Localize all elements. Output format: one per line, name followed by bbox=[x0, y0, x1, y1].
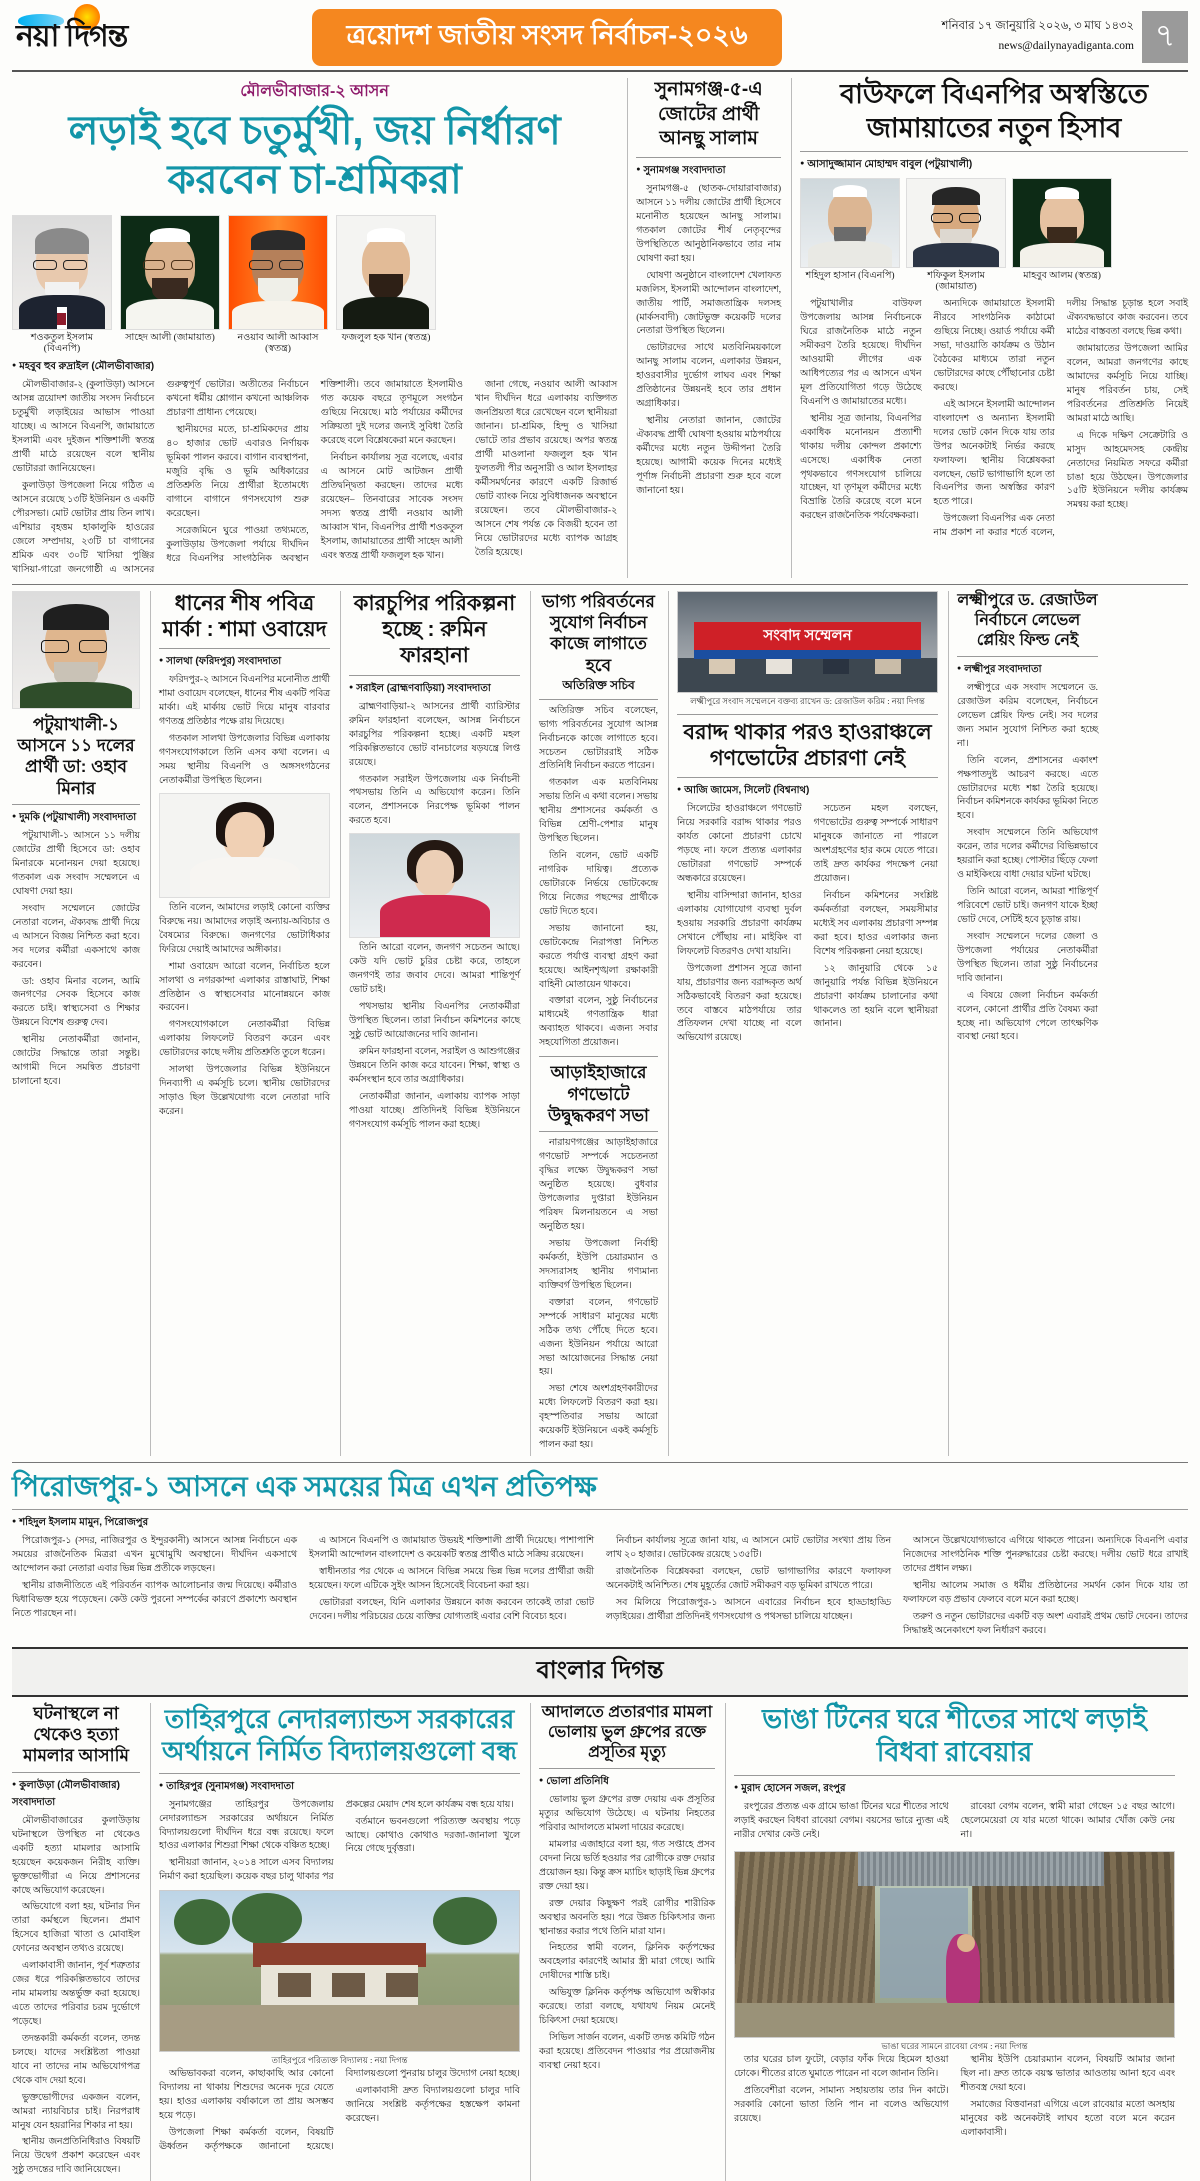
paragraph: স্থানীয় নেতাকর্মীরা জানান, জোটের সিদ্ধান্তে তারা সন্তুষ্ট। আগামী দিনে সমন্বিত প্রচারণা চালানো হবে। bbox=[12, 1035, 140, 1088]
lakshmipur-story bbox=[948, 591, 1098, 1457]
rumin-story bbox=[340, 591, 520, 1457]
paragraph: অন্যদিকে জামায়াতে ইসলামী নীরবে সাংগঠনিক কাঠামো গুছিয়ে নিচ্ছে। ওয়ার্ড পর্যায়ে কর্মী সভা, দাওয়াতি কার্যক্রম ও উঠান বৈঠকের মাধ্যমে তারা নতুন ভোটারদের কাছে পৌঁছানোর চেষ্টা করছে। bbox=[933, 299, 1055, 393]
paragraph: তিনি বলেন, আমাদের লড়াই কোনো ব্যক্তির বিরুদ্ধে নয়। আমাদের লড়াই অন্যায়-অবিচার ও বৈষম্যের বিরুদ্ধে। জনগণের ভোটাধিকার ফিরিয়ে দেয়াই আমাদের অঙ্গীকার। bbox=[159, 902, 330, 955]
patuakhali-byline: ● দুমকি (পটুয়াখালী) সংবাদদাতা bbox=[12, 810, 140, 827]
paragraph: গতকাল সরাইল উপজেলায় এক নির্বাচনী পথসভায় তিনি এ অভিযোগ করেন। তিনি বলেন, প্রশাসনকে নিরপেক্ষ ভূমিকা পালন করতে হবে। bbox=[349, 774, 520, 827]
bauphal-photo: শহিদুল হাসান (বিএনপি) bbox=[800, 178, 900, 294]
candidate-photo bbox=[336, 215, 436, 356]
paragraph: সংবাদ সম্মেলনে তিনি অভিযোগ করেন, তার দলের কর্মীদের বিভিন্নভাবে হয়রানি করা হচ্ছে। পোস্টার ছিঁড়ে ফেলা ও মাইকিংয়ে বাধা দেয়ার ঘটনা ঘটছে। bbox=[957, 828, 1098, 881]
candidate-caption: শওকতুল ইসলাম (বিএনপি) bbox=[30, 332, 94, 354]
paragraph: নির্বাচন কার্যালয় সূত্রে জানা যায়, এ আসনে মোট ভোটার সংখ্যা প্রায় তিন লাখ ২০ হাজার। ভোটকেন্দ্র রয়েছে ১৩৫টি। bbox=[606, 1536, 891, 1560]
paragraph: সভা শেষে অংশগ্রহণকারীদের মধ্যে লিফলেট বিতরণ করা হয়। বৃহস্পতিবার সভায় আরো কয়েকটি ইউনিয়নে একই কর্মসূচি পালন করা হয়। bbox=[539, 1384, 658, 1451]
paragraph: সুনামগঞ্জ-৫ (ছাতক-দোয়ারাবাজার) আসনে ১১ দলীয় জোটের প্রার্থী হিসেবে মনোনীত হয়েছেন আনছু সালাম। গতকাল জোটের শীর্ষ নেতৃবৃন্দের উপস্থিতিতে আনুষ্ঠানিকভাবে তার নাম ঘোষণা করা হয়। bbox=[636, 184, 782, 264]
bottom-story-4 bbox=[725, 1703, 1175, 2181]
paragraph: স্থানীয় আলেম সমাজ ও ধর্মীয় প্রতিষ্ঠানের সমর্থন কোন দিকে যায় তা ফলাফলে বড় প্রভাব ফেলবে বলে মনে করা হচ্ছে। bbox=[903, 1580, 1188, 1605]
paragraph: ভোটারদের সাথে মতবিনিময়কালে আনছু সালাম বলেন, এলাকার উন্নয়ন, হাওরবাসীর দুর্ভোগ লাঘব এবং শিক্ষা প্রতিষ্ঠানের উন্নয়নই হবে তার প্রধান অগ্রাধিকার। bbox=[636, 343, 782, 410]
candidate-portrait bbox=[120, 215, 220, 330]
paragraph: তার ঘরের চাল ফুটো, বেড়ার ফাঁক দিয়ে হিমেল হাওয়া ঢোকে। শীতের রাতে ঘুমাতে পারেন না বলে জানান তিনি। bbox=[734, 2054, 949, 2079]
lead-headline[interactable]: লড়াই হবে চতুর্মুখী, জয় নির্ধারণ করবেন চা-শ্রমিকরা bbox=[68, 109, 561, 202]
shama-byline: ● সালথা (ফরিদপুর) সংবাদদাতা bbox=[159, 654, 330, 671]
paragraph: ফরিদপুর-২ আসনে বিএনপির মনোনীত প্রার্থী শামা ওবায়েদ বলেছেন, ধানের শীষ একটি পবিত্র মার্কা। এই মার্কায় ভোট দিয়ে মানুষ বারবার গণতন্ত্র প্রতিষ্ঠার পক্ষে রায় দিয়েছে। bbox=[159, 675, 330, 728]
candidate-portrait bbox=[12, 215, 112, 330]
paragraph: সংবাদ সম্মেলনে জোটের নেতারা বলেন, ঐক্যবদ্ধ প্রার্থী দিয়ে এ আসনে বিজয় নিশ্চিত করা হবে। সব দলের কর্মীরা একসাথে কাজ করবেন। bbox=[12, 903, 140, 970]
bauphal-photo: মাহবুব আলম (স্বতন্ত্র) bbox=[1012, 178, 1112, 294]
press-banner-text: সংবাদ সম্মেলন bbox=[694, 622, 922, 651]
patuakhali-headline[interactable]: পটুয়াখালী-১ আসনে ১১ দলের প্রার্থী ডা: ওহাব মিনার bbox=[17, 714, 135, 798]
bauphal-story bbox=[791, 78, 1188, 578]
paragraph: তিনি বলেন, প্রশাসনের একাংশ পক্ষপাতদুষ্ট আচরণ করছে। এতে ভোটারদের মধ্যে শঙ্কা তৈরি হয়েছে। নির্বাচন কমিশনকে কার্যকর ভূমিকা নিতে হবে। bbox=[957, 755, 1098, 822]
logo-wordmark: নয়া দিগন্ত bbox=[16, 19, 128, 53]
school-photo-caption: তাহিরপুরে পরিত্যক্ত বিদ্যালয় : নয়া দিগন্ত bbox=[271, 2055, 408, 2066]
paragraph: এলাকাবাসী জানান, পূর্ব শত্রুতার জের ধরে পরিকল্পিতভাবে তাদের নাম মামলায় অন্তর্ভুক্ত করা হয়েছে। এতে তাদের পরিবার চরম দুর্ভোগে পড়েছে। bbox=[12, 1961, 140, 2027]
portrait-art bbox=[13, 216, 111, 329]
bottom-headline-1[interactable]: ঘটনাস্থলে না থেকেও হত্যা মামলার আসামি bbox=[23, 1703, 129, 1766]
paragraph: বক্তারা বলেন, সুষ্ঠু নির্বাচনের মাধ্যমেই গণতান্ত্রিক ধারা অব্যাহত থাকবে। এজন্য সবার সহযোগিতা প্রয়োজন। bbox=[539, 996, 658, 1049]
widow-photo-caption: ভাঙা ঘরের সামনে রাবেয়া বেগম : নয়া দিগন্ত bbox=[881, 2040, 1028, 2051]
pirojpur-headline[interactable]: পিরোজপুর-১ আসনে এক সময়ের মিত্র এখন প্রতিপক্ষ bbox=[12, 1471, 597, 1503]
paragraph: মৌলভীবাজারের কুলাউড়ায় ঘটনাস্থলে উপস্থিত না থেকেও একটি হত্যা মামলার আসামি হয়েছেন কয়েকজন নিরীহ ব্যক্তি। ভুক্তভোগীরা এ নিয়ে প্রশাসনের কাছে অভিযোগ করেছেন। bbox=[12, 1815, 140, 1896]
paragraph: সংবাদ সম্মেলনে দলের জেলা ও উপজেলা পর্যায়ের নেতাকর্মীরা উপস্থিত ছিলেন। তারা সুষ্ঠু নির্বাচনের দাবি জানান। bbox=[957, 931, 1098, 984]
bottom-body-2-bottom bbox=[159, 2068, 520, 2155]
paragraph: গণসংযোগকালে নেতাকর্মীরা বিভিন্ন এলাকায় লিফলেট বিতরণ করেন এবং ভোটারদের কাছে দলীয় প্রতিশ্রুতি তুলে ধরেন। bbox=[159, 1020, 330, 1059]
paragraph: সভায় উপজেলা নির্বাহী কর্মকর্তা, ইউপি চেয়ারম্যান ও সদস্যরাসহ স্থানীয় গণ্যমান্য ব্যক্তিবর্গ উপস্থিত ছিলেন। bbox=[539, 1239, 658, 1291]
contact-email[interactable]: news@dailynayadiganta.com bbox=[998, 40, 1134, 52]
paragraph: স্থানীয় নেতারা জানান, জোটের ঐক্যবদ্ধ প্রার্থী ঘোষণা হওয়ায় মাঠপর্যায়ে কর্মীদের মধ্যে নতুন উদ্দীপনা তৈরি হয়েছে। আগামী কয়েক দিনের মধ্যেই পূর্ণাঙ্গ নির্বাচনী প্রচারণা শুরু হবে বলে জানানো হয়। bbox=[636, 416, 782, 496]
paragraph: ভোটাররা বলছেন, যিনি এলাকার উন্নয়নে কাজ করবেন তাকেই তারা ভোট দেবেন। দলীয় পরিচয়ের চেয়ে ব্যক্তির যোগ্যতাই এবার বেশি বিবেচ্য হবে। bbox=[309, 1597, 594, 1622]
middle-zone bbox=[12, 591, 1188, 1457]
bottom-body-4-top bbox=[734, 1801, 1175, 1846]
paragraph: সিলেটের হাওরাঞ্চলে গণভোট নিয়ে সরকারি বরাদ্দ থাকার পরও কার্যত কোনো প্রচারণা চোখে পড়ছে না। ফলে প্রত্যন্ত এলাকার ভোটাররা গণভোট সম্পর্কে অন্ধকারে রয়েছেন। bbox=[677, 804, 802, 885]
paragraph: নির্বাচন কমিশনের সংশ্লিষ্ট কর্মকর্তারা বলছেন, সময়সীমার মধ্যেই সব এলাকায় প্রচারণা সম্পন্ন করা হবে। হাওর এলাকার জন্য বিশেষ পরিকল্পনা নেয়া হয়েছে। bbox=[813, 891, 938, 957]
patuakhali-body bbox=[12, 830, 140, 1090]
bottom-headline-2[interactable]: তাহিরপুরে নেদারল্যান্ডস সরকারের অর্থায়নে নির্মিত বিদ্যালয়গুলো বন্ধ bbox=[161, 1703, 517, 1767]
paragraph: স্বাধীনতার পর থেকে এ আসনে বিভিন্ন সময়ে ভিন্ন ভিন্ন দলের প্রার্থীরা জয়ী হয়েছেন। ফলে এটিকে সুইং আসন হিসেবেই বিবেচনা করা হয়। bbox=[309, 1566, 594, 1591]
paragraph: স্থানীয় বাসিন্দারা জানান, হাওর এলাকায় যোগাযোগ ব্যবস্থা দুর্বল হওয়ায় সরকারি প্রচারণা কার্যক্রম সেখানে পৌঁছায় না। মাইকিং বা লিফলেট বিতরণও দেখা যায়নি। bbox=[677, 891, 802, 957]
rumin-body-top bbox=[349, 701, 520, 829]
paragraph: এ বিষয়ে জেলা নির্বাচন কর্মকর্তা বলেন, কোনো প্রার্থীর প্রতি বৈষম্য করা হচ্ছে না। অভিযোগ পেলে তাৎক্ষণিক ব্যবস্থা নেয়া হবে। bbox=[957, 990, 1098, 1043]
rumin-byline: ● সরাইল (ব্রাহ্মণবাড়িয়া) সংবাদদাতা bbox=[349, 681, 520, 698]
shama-body-top bbox=[159, 674, 330, 789]
sunamganj-byline: ● সুনামগঞ্জ সংবাদদাতা bbox=[636, 163, 781, 180]
paragraph: নির্বাচন কার্যালয় সূত্র বলেছে, এবার এ আসনে মোট আটজন প্রার্থী প্রতিদ্বন্দ্বিতা করছেন। তাদের মধ্যে রয়েছেন– তিনবারের সাবেক সংসদ সদস্য স্বতন্ত্র প্রার্থী নওয়াব আলী আব্বাস খান, বিএনপির প্রার্থী শওকতুল ইসলাম, জামায়াতের প্রার্থী সাহেদ আলী এবং স্বতন্ত্র প্রার্থী ফজলুল হক খান। bbox=[320, 453, 463, 561]
paragraph: সভায় জানানো হয়, ভোটকেন্দ্রে নিরাপত্তা নিশ্চিত করতে পর্যাপ্ত ব্যবস্থা গ্রহণ করা হয়েছে। আইনশৃঙ্খলা রক্ষাকারী বাহিনী মোতায়েন থাকবে। bbox=[539, 923, 658, 990]
paragraph: ডা: ওহাব মিনার বলেন, আমি জনগণের সেবক হিসেবে কাজ করতে চাই। স্বাস্থ্যসেবা ও শিক্ষার উন্নয়নে বিশেষ গুরুত্ব দেব। bbox=[12, 976, 140, 1029]
haor-headline[interactable]: বরাদ্দ থাকার পরও হাওরাঞ্চলে গণভোটের প্রচারণা নেই bbox=[683, 720, 932, 770]
paragraph: প্রতিবেশীরা বলেন, সামান্য সহায়তায় তার দিন কাটে। সরকারি কোনো ভাতা তিনি পান না বলেও অভিযোগ রয়েছে। bbox=[734, 2085, 949, 2124]
shama-body-bottom bbox=[159, 902, 330, 1120]
bauphal-photo-row bbox=[800, 178, 1188, 294]
paragraph: ভোলায় ভুল গ্রুপের রক্ত দেয়ায় এক প্রসূতির মৃত্যুর অভিযোগ উঠেছে। এ ঘটনায় নিহতের পরিবার আদালতে মামলা দায়ের করেছে। bbox=[539, 1795, 715, 1833]
portrait-art bbox=[121, 216, 219, 329]
pirojpur-story bbox=[12, 1469, 1188, 1639]
rumin-headline[interactable]: কারচুপির পরিকল্পনা হচ্ছে : রুমিন ফারহানা bbox=[353, 591, 516, 668]
sunamganj-headline[interactable]: সুনামগঞ্জ-৫-এ জোটের প্রার্থী আনছু সালাম bbox=[654, 79, 763, 150]
bottom-body-2-top bbox=[159, 1799, 520, 1886]
candidate-photo-row bbox=[12, 215, 617, 356]
paragraph: সচেতন মহল বলছেন, গণভোটের গুরুত্ব সম্পর্কে সাধারণ মানুষকে জানাতে না পারলে অংশগ্রহণের হার কমে যেতে পারে। তাই দ্রুত কার্যকর পদক্ষেপ নেয়া প্রয়োজন। bbox=[813, 804, 938, 885]
paragraph: পটুয়াখালীর বাউফল উপজেলায় আসন্ন নির্বাচনকে ঘিরে রাজনৈতিক মাঠে নতুন সমীকরণ তৈরি হয়েছে। দীর্ঘদিন আওয়ামী লীগের এক আধিপত্যের পর এ আসনে এখন মূল প্রতিযোগিতা গড়ে উঠেছে বিএনপি ও জামায়াতের মধ্যে। bbox=[800, 299, 922, 407]
paragraph: তদন্তকারী কর্মকর্তা বলেন, তদন্ত চলছে। যাদের সংশ্লিষ্টতা পাওয়া যাবে না তাদের নাম অভিযোগপত্র থেকে বাদ দেয়া হবে। bbox=[12, 2033, 140, 2086]
paragraph: পথসভায় স্থানীয় বিএনপির নেতাকর্মীরা উপস্থিত ছিলেন। তারা নির্বাচন কমিশনের কাছে সুষ্ঠু ভোট আয়োজনের দাবি জানান। bbox=[349, 1002, 520, 1040]
paragraph: এলাকাবাসী দ্রুত বিদ্যালয়গুলো চালুর দাবি জানিয়ে সংশ্লিষ্ট কর্তৃপক্ষের হস্তক্ষেপ কামনা করেছেন। bbox=[345, 2086, 520, 2125]
bauphal-byline: ● আসাদুজ্জামান মোহাম্মদ বাবুল (পটুয়াখালী) bbox=[800, 157, 1188, 174]
araihazar-body bbox=[539, 1137, 658, 1453]
candidate-photo bbox=[120, 215, 220, 356]
paragraph: স্থানীয় সূত্র জানায়, বিএনপির একাধিক মনোনয়ন প্রত্যাশী থাকায় দলীয় কোন্দল প্রকাশ্যে এসেছে। একাধিক নেতা পৃথকভাবে গণসংযোগ চালিয়ে যাচ্ছেন, যা তৃণমূল কর্মীদের মধ্যে বিভ্রান্তি তৈরি করেছে বলে মনে করছেন রাজনৈতিক পর্যবেক্ষকরা। bbox=[800, 413, 922, 522]
paragraph: উপজেলা শিক্ষা কর্মকর্তা বলেন, বিষয়টি ঊর্ধ্বতন কর্তৃপক্ষকে জানানো হয়েছে। বিদ্যালয়গুলো পুনরায় চালুর উদ্যোগ নেয়া হচ্ছে। bbox=[159, 2069, 520, 2152]
araihazar-headline[interactable]: আড়াইহাজারে গণভোটে উদ্বুদ্ধকরণ সভা bbox=[548, 1063, 649, 1126]
paragraph: রাজনৈতিক বিশ্লেষকরা বলছেন, ভোট ভাগাভাগির কারণে ফলাফল অনেকটাই অনিশ্চিত। শেষ মুহূর্তের জোট সমীকরণ বড় ভূমিকা রাখতে পারে। bbox=[606, 1566, 891, 1591]
rumin-body-bottom bbox=[349, 942, 520, 1132]
bottom-story-1 bbox=[12, 1703, 140, 2181]
paragraph: রংপুরের প্রত্যন্ত এক গ্রামে ভাঙা টিনের ঘরে শীতের সাথে লড়াই করছেন বিধবা রাবেয়া বেগম। বয়সের ভারে ন্যুব্জ এই নারীর দেখার কেউ নেই। bbox=[734, 1802, 949, 1840]
portrait-art bbox=[337, 216, 435, 329]
paragraph: আসনে উল্লেখযোগ্যভাবে এগিয়ে থাকতে পারেন। অন্যদিকে বিএনপি এবার নিজেদের সাংগঠনিক শক্তি পুনরুদ্ধারের চেষ্টা করছে। দলীয় ভোট ধরে রাখাই তাদের প্রধান লক্ষ্য। bbox=[903, 1536, 1188, 1574]
paragraph: লক্ষ্মীপুরে এক সংবাদ সম্মেলনে ড. রেজাউল করিম বলেছেন, নির্বাচনে লেভেল প্লেয়িং ফিল্ড নেই। সব দলের জন্য সমান সুযোগ নিশ্চিত করা হচ্ছে না। bbox=[957, 682, 1098, 749]
paragraph: পিরোজপুর-১ (সদর, নাজিরপুর ও ইন্দুরকানী) আসনে আসন্ন নির্বাচনে এক সময়ের রাজনৈতিক মিত্ররা এখন মুখোমুখি অবস্থানে। দীর্ঘদিন একসাথে আন্দোলন করা নেতারা এবার ভিন্ন ভিন্ন প্রতীকে লড়ছেন। bbox=[12, 1536, 297, 1574]
section-band: বাংলার দিগন্ত bbox=[12, 1647, 1188, 1697]
paragraph: তিনি আরো বলেন, আমরা শান্তিপূর্ণ পরিবেশে ভোট চাই। জনগণ যাকে ইচ্ছা ভোট দেবে, সেটিই হবে চূড়ান্ত রায়। bbox=[957, 887, 1098, 925]
paragraph: গতকাল সালথা উপজেলার বিভিন্ন এলাকায় গণসংযোগকালে তিনি এসব কথা বলেন। এ সময় স্থানীয় বিএনপি ও অঙ্গসংগঠনের নেতাকর্মীরা উপস্থিত ছিলেন। bbox=[159, 734, 330, 786]
section-rule bbox=[12, 584, 1188, 585]
paragraph: উপজেলা বিএনপির এক নেতা নাম প্রকাশ না করার শর্তে বলেন, দলীয় সিদ্ধান্ত চূড়ান্ত হলে সবাই ঐক্যবদ্ধভাবে কাজ করবেন। তবে মাঠের বাস্তবতা বলছে ভিন্ন কথা। bbox=[933, 299, 1189, 539]
masthead-rule bbox=[12, 70, 1188, 72]
page-number: ৭ bbox=[1142, 11, 1188, 63]
paragraph: নিহতের স্বামী বলেন, ক্লিনিক কর্তৃপক্ষের অবহেলার কারণেই আমার স্ত্রী মারা গেছে। আমি দোষীদের শাস্তি চাই। bbox=[539, 1943, 715, 1982]
paragraph: সমাজের বিত্তবানরা এগিয়ে এলে রাবেয়ার মতো অসহায় মানুষের কষ্ট অনেকটাই লাঘব হতো বলে মনে করেন এলাকাবাসী। bbox=[960, 2099, 1175, 2138]
lead-body bbox=[12, 379, 617, 577]
pirojpur-body bbox=[12, 1535, 1188, 1639]
paragraph: অভিভাবকরা বলেন, কাছাকাছি আর কোনো বিদ্যালয় না থাকায় শিশুদের অনেক দূরে যেতে হয়। হাওর এলাকায় বর্ষাকালে তা প্রায় অসম্ভব হয়ে পড়ে। bbox=[159, 2069, 334, 2122]
bottom-byline-2: ● তাহিরপুর (সুনামগঞ্জ) সংবাদদাতা bbox=[159, 1779, 520, 1796]
paragraph: স্থানীয়দের মতে, চা-শ্রমিকদের প্রায় ৪০ হাজার ভোট এবারও নির্ণায়ক ভূমিকা পালন করবে। বাগান ব্যবস্থাপনা, মজুরি বৃদ্ধি ও ভূমি অধিকারের প্রতিশ্রুতি নিয়ে প্রার্থীরা ইতোমধ্যে বাগানে বাগানে গণসংযোগ শুরু করেছেন। bbox=[166, 425, 309, 519]
paragraph: স্থানীয় রাজনীতিতে এই পরিবর্তন ব্যাপক আলোচনার জন্ম দিয়েছে। কর্মীরাও দ্বিধাবিভক্ত হয়ে পড়েছেন। কেউ কেউ পুরনো সম্পর্কের কারণে প্রকাশ্যে অবস্থান নিতে পারছেন না। bbox=[12, 1580, 297, 1619]
paragraph: গতকাল এক মতবিনিময় সভায় তিনি এ কথা বলেন। সভায় স্থানীয় প্রশাসনের কর্মকর্তা ও বিভিন্ন শ্রেণী-পেশার মানুষ উপস্থিত ছিলেন। bbox=[539, 778, 658, 845]
section-rule bbox=[12, 1462, 1188, 1463]
bauphal-headline[interactable]: বাউফলে বিএনপির অস্বস্তিতে জামায়াতের নতুন হিসাব bbox=[840, 79, 1149, 143]
paragraph: ঘোষণা অনুষ্ঠানে বাংলাদেশ খেলাফত মজলিস, ইসলামী আন্দোলন বাংলাদেশ, জাতীয় পার্টি, সমাজতান্ত্রিক দলসহ (মার্কসবাদী) জোটভুক্ত কয়েকটি দলের নেতারা উপস্থিত ছিলেন। bbox=[636, 270, 782, 337]
bottom-body-3 bbox=[539, 1794, 715, 2074]
paragraph: স্থানীয়রা জানান, ২০১৪ সালে এসব বিদ্যালয় নির্মাণ করা হয়েছিল। কয়েক বছর চালু থাকার পর প্রকল্পের মেয়াদ শেষ হলে কার্যক্রম বন্ধ হয়ে যায়। bbox=[159, 1799, 514, 1883]
paragraph: তরুণ ও নতুন ভোটারদের একটি বড় অংশ এবারই প্রথম ভোট দেবেন। তাদের সিদ্ধান্তই অনেকাংশে ফল নির্ধারণ করবে। bbox=[903, 1611, 1188, 1636]
bottom-zone bbox=[12, 1703, 1188, 2181]
paragraph: শামা ওবায়েদ আরো বলেন, নির্বাচিত হলে সালথা ও নগরকান্দা এলাকার রাস্তাঘাট, শিক্ষা প্রতিষ্ঠান ও স্বাস্থ্যসেবার মানোন্নয়নে কাজ করবেন। bbox=[159, 961, 330, 1014]
bottom-headline-3[interactable]: আদালতে প্রতারণার মামলা ভোলায় ভুল গ্রুপের রক্তে প্রসূতির মৃত্যু bbox=[541, 1703, 713, 1761]
paragraph: সুনামগঞ্জের তাহিরপুর উপজেলায় নেদারল্যান্ডস সরকারের অর্থায়নে নির্মিত বিদ্যালয়গুলো দীর্ঘদিন ধরে বন্ধ রয়েছে। ফলে হাওর এলাকার শিশুরা শিক্ষা থেকে বঞ্চিত হচ্ছে। bbox=[159, 1799, 334, 1852]
bottom-story-3 bbox=[530, 1703, 715, 2181]
paragraph: উপজেলা প্রশাসন সূত্রে জানা যায়, প্রচারণার জন্য বরাদ্দকৃত অর্থ সঠিকভাবেই বিতরণ করা হয়েছে। তবে বাস্তবে মাঠপর্যায়ে তার প্রতিফলন দেখা যাচ্ছে না বলে অভিযোগ রয়েছে। bbox=[677, 963, 802, 1044]
bhaggo-subhead: অতিরিক্ত সচিব bbox=[562, 678, 635, 693]
candidate-photo bbox=[12, 215, 112, 356]
paragraph: অভিযোগে বলা হয়, ঘটনার দিন তারা কর্মস্থলে ছিলেন। প্রমাণ হিসেবে হাজিরা খাতা ও মোবাইল ফোনের অবস্থান তথ্যও রয়েছে। bbox=[12, 1902, 140, 1955]
newspaper-logo[interactable] bbox=[12, 12, 202, 63]
sunamganj-body bbox=[636, 183, 781, 499]
bhaggo-body bbox=[539, 705, 658, 1052]
bottom-body-4-bottom bbox=[734, 2054, 1175, 2141]
paragraph: এ আসনে বিএনপি ও জামায়াত উভয়ই শক্তিশালী প্রার্থী দিয়েছে। পাশাপাশি ইসলামী আন্দোলন বাংলাদেশ ও কয়েকটি স্বতন্ত্র প্রার্থীও মাঠে সক্রিয় রয়েছেন। bbox=[309, 1536, 594, 1560]
paragraph: রক্ত দেয়ার কিছুক্ষণ পরই রোগীর শারীরিক অবস্থার অবনতি হয়। পরে উন্নত চিকিৎসার জন্য স্থানান্তর করার পথে তিনি মারা যান। bbox=[539, 1898, 715, 1937]
paragraph: নারায়ণগঞ্জের আড়াইহাজারে গণভোট সম্পর্কে সচেতনতা বৃদ্ধির লক্ষ্যে উদ্বুদ্ধকরণ সভা অনুষ্ঠিত হয়েছে। বুধবার উপজেলার দুপ্তারা ইউনিয়ন পরিষদ মিলনায়তনে এ সভা অনুষ্ঠিত হয়। bbox=[539, 1138, 658, 1233]
haor-body bbox=[677, 803, 938, 1046]
election-banner: ত্রয়োদশ জাতীয় সংসদ নির্বাচন-২০২৬ bbox=[312, 9, 781, 66]
portrait-art bbox=[229, 216, 327, 329]
candidate-caption: নওয়াব আলী আব্বাস (স্বতন্ত্র) bbox=[237, 332, 319, 354]
paragraph: স্থানীয় ইউপি চেয়ারম্যান বলেন, বিষয়টি আমার জানা ছিল না। দ্রুত তাকে বয়স্ক ভাতার আওতায় আনা হবে এবং শীতবস্ত্র দেয়া হবে। bbox=[960, 2054, 1175, 2093]
haor-byline: ● আজি জামেস, সিলেট (বিশ্বনাথ) bbox=[677, 783, 938, 800]
paragraph: বর্তমানে ভবনগুলো পরিত্যক্ত অবস্থায় পড়ে আছে। কোথাও কোথাও দরজা-জানালা খুলে নিয়ে গেছে দুর্বৃত্তরা। bbox=[345, 1816, 520, 1855]
lead-kicker: মৌলভীবাজার-২ আসন bbox=[240, 83, 389, 100]
masthead-meta bbox=[892, 17, 1142, 56]
paragraph: কুলাউড়া উপজেলা নিয়ে গঠিত এ আসনে রয়েছে ১৩টি ইউনিয়ন ও একটি পৌরসভা। মোট ভোটার প্রায় তিন লাখ। এশিয়ার বৃহত্তম হাকালুকি হাওরের জেলে সম্প্রদায়, ২৩টি চা বাগানের শ্রমিক এবং ৩০টি খাসিয়া পুঞ্জির খাসিয়া-গারো জনগোষ্ঠী এ আসনের গুরুত্বপূর্ণ ভোটার। অতীতের নির্বাচনে কখনো ধর্মীয় শ্লোগান কখনো আঞ্চলিক প্রচারণা প্রাধান্য পেয়েছে। bbox=[12, 380, 309, 575]
paragraph: এ দিকে দক্ষিণ সেক্রেটারি ও মাসুদ আহমেদসহ কেন্দ্রীয় নেতাদের নিয়মিত সফরে কর্মীরা চাঙা হয়ে উঠছেন। উপজেলার ১৫টি ইউনিয়নে দলীয় কার্যক্রম সমন্বয় করা হচ্ছে। bbox=[1066, 430, 1189, 511]
bottom-byline-4: ● মুরাদ হোসেন সজল, রংপুর bbox=[734, 1781, 1175, 1798]
paragraph: বক্তারা বলেন, গণভোট সম্পর্কে সাধারণ মানুষের মধ্যে সঠিক তথ্য পৌঁছে দিতে হবে। এজন্য ইউনিয়ন পর্যায়ে আরো সভা আয়োজনের সিদ্ধান্ত নেয়া হয়। bbox=[539, 1297, 658, 1378]
masthead bbox=[12, 8, 1188, 66]
bottom-story-2 bbox=[150, 1703, 520, 2181]
paragraph: ভুক্তভোগীদের একজন বলেন, আমরা ন্যায়বিচার চাই। নিরপরাধ মানুষ যেন হয়রানির শিকার না হয়। bbox=[12, 2092, 140, 2131]
patuakhali-story bbox=[12, 591, 140, 1457]
bauphal-photo: শফিকুল ইসলাম (জামায়াত) bbox=[906, 178, 1006, 294]
paragraph: রাবেয়া বেগম বলেন, স্বামী মারা গেছেন ১৫ বছর আগে। ছেলেমেয়েরা যে যার মতো থাকে। আমার খোঁজ কেউ নেয় না। bbox=[960, 1802, 1175, 1840]
top-zone bbox=[12, 78, 1188, 578]
lakshmipur-body bbox=[957, 682, 1098, 1045]
bhaggo-headline[interactable]: ভাগ্য পরিবর্তনের সুযোগ নির্বাচন কাজে লাগাতে হবে bbox=[542, 591, 655, 675]
paragraph: অভিযুক্ত ক্লিনিক কর্তৃপক্ষ অভিযোগ অস্বীকার করেছে। তারা বলছে, যথাযথ নিয়ম মেনেই চিকিৎসা দেয়া হয়েছে। bbox=[539, 1988, 715, 2027]
candidate-caption: ফজলুল হক খান (স্বতন্ত্র) bbox=[341, 332, 431, 343]
haor-story bbox=[668, 591, 938, 1457]
paragraph: এই আসনে ইসলামী আন্দোলন বাংলাদেশ ও অন্যান্য ইসলামী দলের ভোট কোন দিকে যায় তার উপর অনেকটাই নির্ভর করছে ফলাফল। স্থানীয় বিশ্লেষকরা বলছেন, ভোট ভাগাভাগি হলে তা বিএনপির জন্য অস্বস্তির কারণ হতে পারে। bbox=[933, 399, 1055, 508]
lead-story bbox=[12, 78, 617, 578]
paragraph: সব মিলিয়ে পিরোজপুর-১ আসনে এবারের নির্বাচন হবে হাড্ডাহাড্ডি লড়াইয়ের। প্রার্থীরা প্রতিদিনই গণসংযোগ ও পথসভা চালিয়ে যাচ্ছেন। bbox=[606, 1597, 891, 1622]
pirojpur-byline: ● শহিদুল ইসলাম মামুন, পিরোজপুর bbox=[12, 1515, 1188, 1532]
shama-headline[interactable]: ধানের শীষ পবিত্র মার্কা : শামা ওবায়েদ bbox=[162, 591, 327, 641]
paragraph: তিনি বলেন, ভোট একটি নাগরিক দায়িত্ব। প্রত্যেক ভোটারকে নির্ভয়ে ভোটকেন্দ্রে গিয়ে নিজের পছন্দের প্রার্থীকে ভোট দিতে হবে। bbox=[539, 851, 658, 917]
publication-date: শনিবার ১৭ জানুয়ারি ২০২৬, ৩ মাঘ ১৪৩২ bbox=[941, 20, 1134, 33]
press-conference-photo bbox=[677, 591, 938, 693]
candidate-caption: সাহেদ আলী (জামায়াত) bbox=[125, 332, 215, 343]
bottom-body-1 bbox=[12, 1815, 140, 2178]
bauphal-body bbox=[800, 298, 1188, 541]
paragraph: সিভিল সার্জন বলেন, একটি তদন্ত কমিটি গঠন করা হয়েছে। প্রতিবেদন পাওয়ার পর প্রয়োজনীয় ব্যবস্থা নেয়া হবে। bbox=[539, 2033, 715, 2071]
paragraph: রুমিন ফারহানা বলেন, সরাইল ও আশুগঞ্জের উন্নয়নে তিনি কাজ করে যাবেন। শিক্ষা, স্বাস্থ্য ও কর্মসংস্থান হবে তার অগ্রাধিকার। bbox=[349, 1046, 520, 1085]
widow-photo bbox=[734, 1851, 1175, 2038]
paragraph: মামলার এজাহারে বলা হয়, গত সপ্তাহে প্রসব বেদনা নিয়ে ভর্তি হওয়ার পর রোগীকে রক্ত দেয়ার প্রয়োজন হয়। কিন্তু ক্রস ম্যাচিং ছাড়াই ভিন্ন গ্রুপের রক্ত দেয়া হয়। bbox=[539, 1839, 715, 1892]
paragraph: ব্রাহ্মণবাড়িয়া-২ আসনের প্রার্থী ব্যারিস্টার রুমিন ফারহানা বলেছেন, আসন্ন নির্বাচনে কারচুপির পরিকল্পনা হচ্ছে। একটি মহল পরিকল্পিতভাবে ভোট বানচালের ষড়যন্ত্রে লিপ্ত রয়েছে। bbox=[349, 701, 520, 768]
election-banner-wrap bbox=[202, 9, 892, 66]
candidate-portrait bbox=[228, 215, 328, 330]
paragraph: ১২ জানুয়ারি থেকে ১৫ জানুয়ারি পর্যন্ত বিভিন্ন ইউনিয়নে প্রচারণা কার্যক্রম চালানোর কথা থাকলেও তা হয়নি বলে স্থানীয়রা জানান। bbox=[813, 963, 938, 1030]
school-photo bbox=[159, 1890, 520, 2052]
press-photo-caption: লক্ষ্মীপুরে সংবাদ সম্মেলনে বক্তব্য রাখেন ড: রেজাউল করিম : নয়া দিগন্ত bbox=[690, 695, 925, 706]
bhaggo-story bbox=[530, 591, 658, 1457]
bottom-headline-4[interactable]: ভাঙা টিনের ঘরে শীতের সাথে লড়াই বিধবা রাবেয়ার bbox=[762, 1703, 1147, 1768]
bottom-byline-3: ● ভোলা প্রতিনিধি bbox=[539, 1774, 715, 1791]
paragraph: সালথা উপজেলার বিভিন্ন ইউনিয়নে দিনব্যাপী এ কর্মসূচি চলে। স্থানীয় ভোটারদের সাড়াও ছিল উল্লেখযোগ্য বলে নেতারা দাবি করেন। bbox=[159, 1065, 330, 1118]
lead-byline: ● মহবুব হুব রুদ্রাইল (মৌলভীবাজার) bbox=[12, 359, 617, 376]
candidate-portrait bbox=[336, 215, 436, 330]
paragraph: জানা গেছে, নওয়াব আলী আব্বাস খান দীর্ঘদিন ধরে এলাকায় ব্যক্তিগত জনপ্রিয়তা ধরে রেখেছেন বলে স্থানীয়রা জানান। চা-শ্রমিক, হিন্দু ও খাসিয়া ভোটে তার প্রভাব রয়েছে। অপর স্বতন্ত্র প্রার্থী মাওলানা ফজলুল হক খান ফুলতলী পীর অনুসারী ও আল ইসলাহর কর্মীসমর্থনের কারণে একটি রিজার্ভ ভোট ব্যাংক নিয়ে সুবিধাজনক অবস্থানে রয়েছেন। তবে মৌলভীবাজার-২ আসনে শেষ পর্যন্ত কে বিজয়ী হবেন তা নিয়ে ভোটারদের মধ্যে ব্যাপক আগ্রহ তৈরি হয়েছে। bbox=[474, 380, 618, 558]
sunamganj-story bbox=[627, 78, 781, 578]
paragraph: জামায়াতের উপজেলা আমির বলেন, আমরা জনগণের কাছে আমাদের কর্মসূচি নিয়ে যাচ্ছি। মানুষ পরিবর্তন চায়, সেই পরিবর্তনের প্রতিশ্রুতি নিয়েই আমরা মাঠে আছি। bbox=[1066, 344, 1189, 424]
shama-story bbox=[150, 591, 330, 1457]
paragraph: তিনি আরো বলেন, জনগণ সচেতন আছে। কেউ যদি ভোট চুরির চেষ্টা করে, তাহলে জনগণই তার জবাব দেবে। আমরা শান্তিপূর্ণ ভোট চাই। bbox=[349, 943, 520, 996]
paragraph: অতিরিক্ত সচিব বলেছেন, ভাগ্য পরিবর্তনের সুযোগ আসন্ন নির্বাচনকে কাজে লাগাতে হবে। সচেতন ভোটাররাই সঠিক প্রতিনিধি নির্বাচন করতে পারেন। bbox=[539, 705, 658, 772]
paragraph: স্থানীয় জনপ্রতিনিধিরাও বিষয়টি নিয়ে উদ্বেগ প্রকাশ করেছেন এবং সুষ্ঠু তদন্তের দাবি জানিয়েছেন। bbox=[12, 2137, 140, 2176]
lakshmipur-byline: ● লক্ষ্মীপুর সংবাদদাতা bbox=[957, 662, 1098, 679]
paragraph: মৌলভীবাজার-২ (কুলাউড়া) আসনে আসন্ন ত্রয়োদশ জাতীয় সংসদ নির্বাচনে চতুর্মুখী লড়াইয়ের আভাস পাওয়া যাচ্ছে। এ আসনে বিএনপি, জামায়াতে ইসলামী এবং দুইজন শক্তিশালী স্বতন্ত্র প্রার্থী মাঠে রয়েছেন বলে স্থানীয় ভোটাররা জানিয়েছেন। bbox=[12, 380, 155, 474]
bottom-byline-1: ● কুলাউড়া (মৌলভীবাজার) সংবাদদাতা bbox=[12, 1778, 140, 1812]
paragraph: সরেজমিনে ঘুরে পাওয়া তথ্যমতে, কুলাউড়ায় উপজেলা পর্যায়ে দীর্ঘদিন ধরে বিএনপির সাংগঠনিক অবস্থান শক্তিশালী। তবে জামায়াতে ইসলামীও গত কয়েক বছরে তৃণমূলে সংগঠন গুছিয়ে নিয়েছে। মাঠ পর্যায়ের কর্মীদের সক্রিয়তা দুই দলের জন্যই সুবিধা তৈরি করেছে বলে বিশ্লেষকেরা মনে করছেন। bbox=[166, 380, 463, 564]
paragraph: নেতাকর্মীরা জানান, এলাকায় ব্যাপক সাড়া পাওয়া যাচ্ছে। প্রতিদিনই বিভিন্ন ইউনিয়নে গণসংযোগ কর্মসূচি পালন করা হচ্ছে। bbox=[349, 1091, 520, 1130]
candidate-photo bbox=[228, 215, 328, 356]
lakshmipur-headline[interactable]: লক্ষ্মীপুরে ড. রেজাউল নির্বাচনে লেভেল প্লেয়িং ফিল্ড নেই bbox=[957, 591, 1098, 649]
paragraph: পটুয়াখালী-১ আসনে ১১ দলীয় জোটের প্রার্থী হিসেবে ডা: ওহাব মিনারকে মনোনয়ন দেয়া হয়েছে। গতকাল এক সংবাদ সম্মেলনে এ ঘোষণা দেয়া হয়। bbox=[12, 831, 140, 897]
